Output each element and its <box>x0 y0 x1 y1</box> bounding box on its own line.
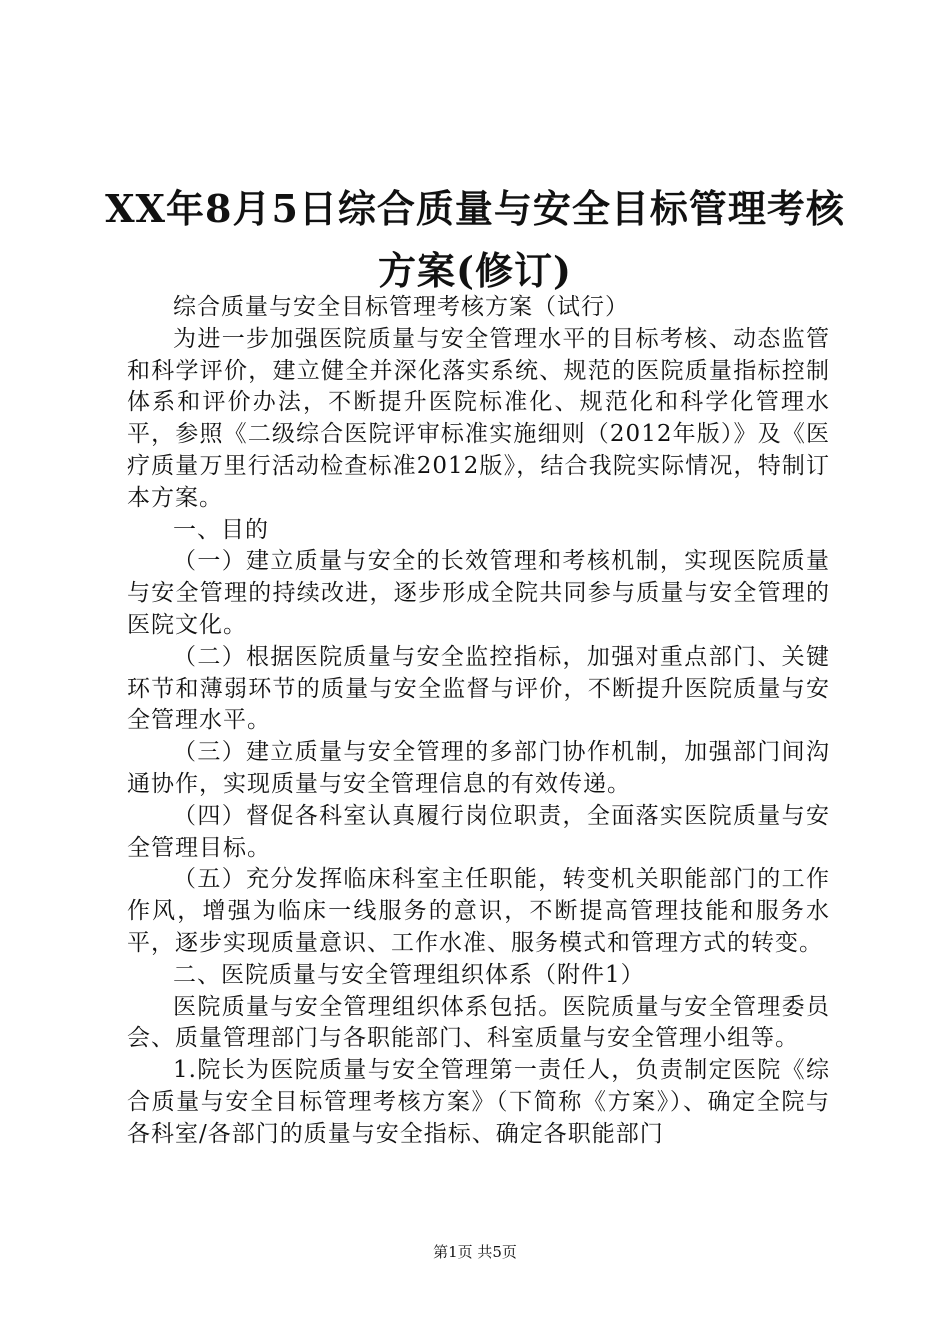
paragraph-intro: 为进一步加强医院质量与安全管理水平的目标考核、动态监管和科学评价，建立健全并深化落实系统、规范的医院质量指标控制体系和评价办法，不断提升医院标准化、规范化和科学化管理水平，参照《二级综合医院评审标准实施细则（2012年版）》及《医疗质量万里行活动检查标准2012版》，结合我院实际情况，特制订本方案。 <box>127 325 830 511</box>
paragraph-purpose-2: （二）根据医院质量与安全监控指标，加强对重点部门、关键环节和薄弱环节的质量与安全监督与评价，不断提升医院质量与安全管理水平。 <box>127 643 830 734</box>
section-heading-organization: 二、医院质量与安全管理组织体系（附件1） <box>173 961 645 988</box>
paragraph-purpose-1: （一）建立质量与安全的长效管理和考核机制，实现医院质量与安全管理的持续改进，逐步形成全院共同参与质量与安全管理的医院文化。 <box>127 548 830 638</box>
page-footer: 第1页 共5页 <box>433 1243 517 1261</box>
paragraph-item-1: 1.院长为医院质量与安全管理第一责任人，负责制定医院《综合质量与安全目标管理考核方案》（下简称《方案》）、确定全院与各科室/各部门的质量与安全指标、确定各职能部门 <box>127 1057 830 1147</box>
section-heading-purpose: 一、目的 <box>173 516 269 543</box>
paragraph-purpose-5: （五）充分发挥临床科室主任职能，转变机关职能部门的工作作风，增强为临床一线服务的意识，不断提高管理技能和服务水平，逐步实现质量意识、工作水准、服务模式和管理方式的转变。 <box>127 866 830 956</box>
paragraph-subtitle: 综合质量与安全目标管理考核方案（试行） <box>173 294 629 320</box>
paragraph-purpose-3: （三）建立质量与安全管理的多部门协作机制，加强部门间沟通协作，实现质量与安全管理信息的有效传递。 <box>127 739 830 797</box>
paragraph-purpose-4: （四）督促各科室认真履行岗位职责，全面落实医院质量与安全管理目标。 <box>127 802 830 861</box>
paragraph-organization: 医院质量与安全管理组织体系包括。医院质量与安全管理委员会、质量管理部门与各职能部门、科室质量与安全管理小组等。 <box>127 993 830 1052</box>
document-body <box>127 292 830 1151</box>
document-title: XX年8月5日综合质量与安全目标管理考核方案(修订) <box>105 186 845 293</box>
